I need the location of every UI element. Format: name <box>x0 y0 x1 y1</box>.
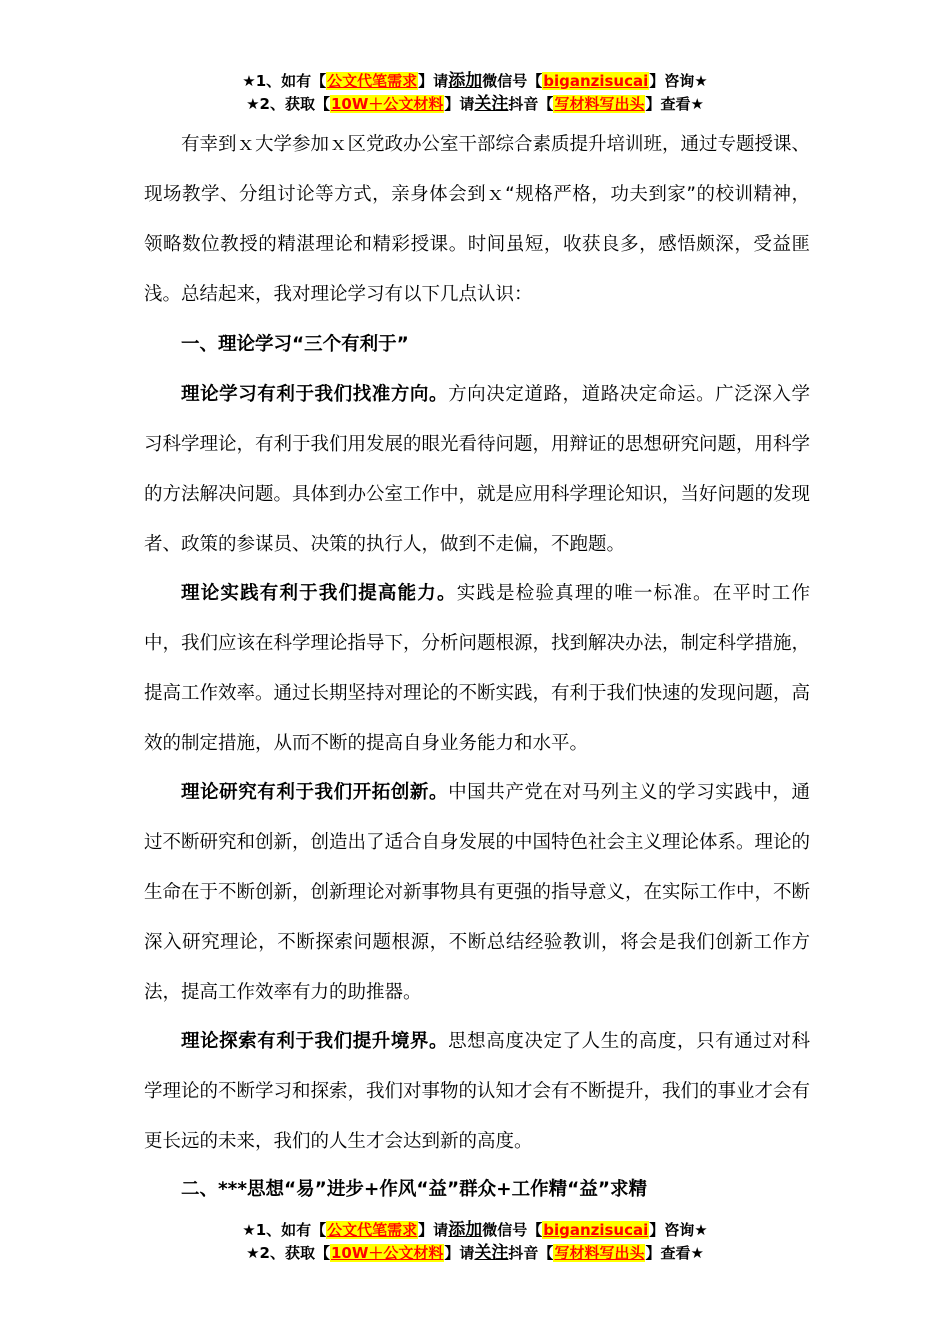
banner-emphasis: 关注 <box>474 94 509 114</box>
item-lead: 理论学习有利于我们找准方向。 <box>181 384 449 405</box>
item-paragraph-3 <box>144 768 810 1018</box>
item-text: 方向决定道路，道路决定命运。广泛深入学习科学理论，有利于我们用发展的眼光看待问题，用辩证的思想研究问题，用科学的方法解决问题。具体到办公室工作中，就是应用科学理论知识，当好问题的发现者、政策的参谋员、决策的执行人，做到不走偏，不跑题。 <box>144 384 811 555</box>
banner-prefix: ★1、如有【 <box>242 1221 327 1239</box>
banner-highlight-materials: 10W＋公文材料 <box>330 95 444 113</box>
item-paragraph-4 <box>144 1017 810 1167</box>
banner-emphasis: 添加 <box>448 71 483 91</box>
top-banner-line-1 <box>0 70 950 92</box>
banner-douyin-id: 写材料写出头 <box>554 95 645 113</box>
top-banner-line-2 <box>0 93 950 115</box>
banner-mid: 】请 <box>444 1244 475 1262</box>
banner-suffix: 】查看★ <box>645 1244 704 1262</box>
bottom-banner-line-1 <box>0 1219 950 1241</box>
banner-prefix: ★2、获取【 <box>246 95 330 113</box>
item-lead: 理论研究有利于我们开拓创新。 <box>181 782 449 803</box>
section-1-heading: 一、理论学习“三个有利于” <box>181 334 409 355</box>
banner-mid: 】请 <box>418 72 449 90</box>
section-2-heading: 二、***思想“易”进步+作风“益”群众+工作精“益”求精 <box>181 1179 647 1200</box>
item-paragraph-2 <box>144 569 810 769</box>
banner-highlight-service: 公文代笔需求 <box>327 1221 418 1239</box>
banner-wechat-id: biganzisucai <box>543 72 649 90</box>
banner-prefix: ★2、获取【 <box>246 1244 330 1262</box>
banner-suffix: 】咨询★ <box>649 72 708 90</box>
banner-mid: 】请 <box>418 1221 449 1239</box>
banner-highlight-materials: 10W＋公文材料 <box>330 1244 444 1262</box>
banner-mid: 抖音【 <box>508 1244 554 1262</box>
banner-prefix: ★1、如有【 <box>242 72 327 90</box>
banner-mid: 抖音【 <box>508 95 554 113</box>
item-lead: 理论探索有利于我们提升境界。 <box>181 1031 449 1052</box>
banner-wechat-id: biganzisucai <box>543 1221 649 1239</box>
item-text: 实践是检验真理的唯一标准。在平时工作中，我们应该在科学理论指导下，分析问题根源，找到解决办法，制定科学措施，提高工作效率。通过长期坚持对理论的不断实践，有利于我们快速的发现问题，高效的制定措施，从而不断的提高自身业务能力和水平。 <box>144 583 811 754</box>
banner-emphasis: 添加 <box>448 1220 483 1240</box>
banner-mid: 】请 <box>444 95 475 113</box>
item-paragraph-1 <box>144 370 810 570</box>
item-lead: 理论实践有利于我们提高能力。 <box>181 583 457 604</box>
item-text: 中国共产党在对马列主义的学习实践中，通过不断研究和创新，创造出了适合自身发展的中国特色社会主义理论体系。理论的生命在于不断创新，创新理论对新事物具有更强的指导意义，在实际工作中，不断深入研究理论，不断探索问题根源，不断总结经验教训，将会是我们创新工作方法，提高工作效率有力的助推器。 <box>144 782 811 1003</box>
banner-highlight-service: 公文代笔需求 <box>327 72 418 90</box>
banner-douyin-id: 写材料写出头 <box>554 1244 645 1262</box>
banner-mid: 微信号【 <box>482 1221 543 1239</box>
item-text: 思想高度决定了人生的高度，只有通过对科学理论的不断学习和探索，我们对事物的认知才会有不断提升，我们的事业才会有更长远的未来，我们的人生才会达到新的高度。 <box>144 1031 811 1152</box>
banner-mid: 微信号【 <box>482 72 543 90</box>
intro-paragraph: 有幸到ｘ大学参加ｘ区党政办公室干部综合素质提升培训班，通过专题授课、现场教学、分组讨论等方式，亲身体会到ｘ“规格严格，功夫到家”的校训精神，领略数位教授的精湛理论和精彩授课。时间虽短，收获良多，感悟颇深，受益匪浅。总结起来，我对理论学习有以下几点认识： <box>144 134 811 305</box>
banner-suffix: 】查看★ <box>645 95 704 113</box>
banner-emphasis: 关注 <box>474 1243 509 1263</box>
banner-suffix: 】咨询★ <box>649 1221 708 1239</box>
bottom-banner-line-2 <box>0 1242 950 1264</box>
